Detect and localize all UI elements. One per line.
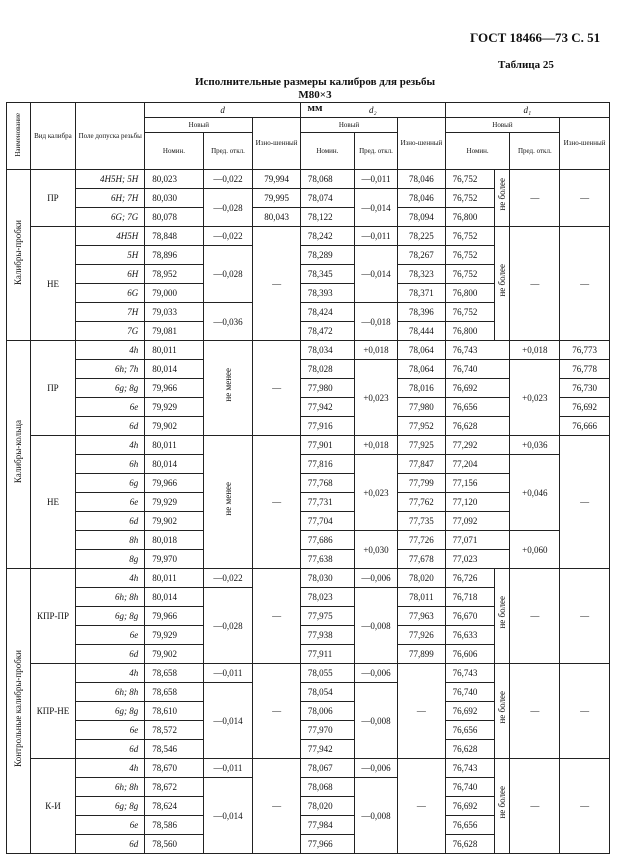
d-dev: —0,011 bbox=[203, 759, 253, 778]
field: 6G bbox=[76, 284, 145, 303]
field: 4H5H bbox=[76, 227, 145, 246]
header-d1-nom: Номин. bbox=[445, 133, 510, 170]
d-nom: 79,929 bbox=[145, 626, 203, 645]
d1-nom: 76,628 bbox=[445, 740, 495, 759]
d-dev: —0,028 bbox=[203, 588, 253, 664]
d-nom: 78,670 bbox=[145, 759, 203, 778]
d-nom: 79,970 bbox=[145, 550, 203, 569]
d1-dev: +0,036 bbox=[510, 436, 560, 455]
kind-kpr-ne: КПР-НЕ bbox=[30, 664, 75, 759]
d-ne-menee: не менее bbox=[203, 436, 253, 569]
d2-worn: 78,371 bbox=[398, 284, 446, 303]
kind-ne-ring: НЕ bbox=[30, 436, 75, 569]
d-nom: 80,014 bbox=[145, 588, 203, 607]
d1-dev: — bbox=[510, 170, 560, 227]
d1-dev: — bbox=[510, 227, 560, 341]
d2-dev: —0,018 bbox=[354, 303, 397, 341]
d-nom: 79,000 bbox=[145, 284, 203, 303]
d2-nom: 78,020 bbox=[300, 797, 354, 816]
d2-dev: —0,008 bbox=[354, 588, 397, 664]
d2-dev: +0,023 bbox=[354, 455, 397, 531]
d-nom: 78,952 bbox=[145, 265, 203, 284]
d2-nom: 78,028 bbox=[300, 360, 354, 379]
table-row bbox=[7, 170, 610, 189]
d1-nom: 76,743 bbox=[445, 759, 495, 778]
d2-nom: 77,768 bbox=[300, 474, 354, 493]
d-dev: —0,022 bbox=[203, 170, 253, 189]
d-dev: —0,028 bbox=[203, 189, 253, 227]
d-worn: — bbox=[253, 759, 301, 854]
d2-nom: 77,704 bbox=[300, 512, 354, 531]
d-dev: —0,022 bbox=[203, 227, 253, 246]
d-nom: 78,658 bbox=[145, 683, 203, 702]
field: 6g bbox=[76, 474, 145, 493]
d-nom: 78,672 bbox=[145, 778, 203, 797]
d2-worn: 78,046 bbox=[398, 189, 446, 208]
d1-nom: 76,633 bbox=[445, 626, 495, 645]
table-row bbox=[7, 227, 610, 246]
d1-ne-bolee: не более bbox=[495, 569, 510, 664]
d1-worn: 76,692 bbox=[560, 398, 610, 417]
field: 6g; 8g bbox=[76, 379, 145, 398]
d2-nom: 77,686 bbox=[300, 531, 354, 550]
field: 6h; 8h bbox=[76, 588, 145, 607]
d-nom: 79,902 bbox=[145, 512, 203, 531]
d1-nom: 76,656 bbox=[445, 398, 510, 417]
table-title-units: мм bbox=[307, 102, 323, 114]
header-d-worn: Изно-шенный bbox=[253, 118, 301, 170]
field: 6e bbox=[76, 493, 145, 512]
header-d1-new: Новый bbox=[445, 118, 560, 133]
field: 6e bbox=[76, 626, 145, 645]
d2-nom: 78,472 bbox=[300, 322, 354, 341]
d-worn: — bbox=[253, 569, 301, 664]
d1-nom: 77,292 bbox=[445, 436, 510, 455]
header-name: Наименование bbox=[7, 103, 31, 170]
d-nom: 79,929 bbox=[145, 398, 203, 417]
d-nom: 80,014 bbox=[145, 360, 203, 379]
d1-nom: 76,740 bbox=[445, 778, 495, 797]
field: 6d bbox=[76, 740, 145, 759]
d1-worn: — bbox=[560, 170, 610, 227]
standard-designation: ГОСТ 18466—73 С. 51 bbox=[470, 30, 601, 45]
field: 6e bbox=[76, 816, 145, 835]
d1-worn: 76,666 bbox=[560, 417, 610, 436]
d2-nom: 78,393 bbox=[300, 284, 354, 303]
d1-nom: 76,752 bbox=[445, 170, 495, 189]
d-dev: —0,028 bbox=[203, 246, 253, 303]
d2-nom: 78,054 bbox=[300, 683, 354, 702]
d2-nom: 77,916 bbox=[300, 417, 354, 436]
group-plug-gauges: Калибры-пробки bbox=[7, 170, 31, 341]
d-nom: 80,011 bbox=[145, 341, 203, 360]
d-nom: 79,929 bbox=[145, 493, 203, 512]
d1-nom: 77,092 bbox=[445, 512, 510, 531]
field: 7H bbox=[76, 303, 145, 322]
d1-nom: 76,656 bbox=[445, 816, 495, 835]
d1-nom: 76,752 bbox=[445, 265, 495, 284]
d2-worn: 78,225 bbox=[398, 227, 446, 246]
d2-nom: 78,122 bbox=[300, 208, 354, 227]
d-dev: —0,011 bbox=[203, 664, 253, 683]
field: 6G; 7G bbox=[76, 208, 145, 227]
d1-worn: — bbox=[560, 227, 610, 341]
d2-worn: 77,847 bbox=[398, 455, 446, 474]
field: 8g bbox=[76, 550, 145, 569]
field: 6h; 8h bbox=[76, 778, 145, 797]
d1-nom: 76,743 bbox=[445, 341, 510, 360]
field: 6h; 8h bbox=[76, 683, 145, 702]
d2-dev: +0,018 bbox=[354, 436, 397, 455]
d-nom: 79,033 bbox=[145, 303, 203, 322]
group-control-plug-gauges: Контрольные калибры-пробки bbox=[7, 569, 31, 854]
d1-nom: 77,156 bbox=[445, 474, 510, 493]
d1-nom: 76,670 bbox=[445, 607, 495, 626]
header-d2: d₂ bbox=[300, 103, 445, 118]
d-nom: 78,610 bbox=[145, 702, 203, 721]
d-nom: 78,896 bbox=[145, 246, 203, 265]
d2-nom: 78,068 bbox=[300, 778, 354, 797]
d2-dev: +0,023 bbox=[354, 360, 397, 436]
header-d: d bbox=[145, 103, 301, 118]
d1-nom: 76,743 bbox=[445, 664, 495, 683]
d1-nom: 76,740 bbox=[445, 360, 510, 379]
field: 6d bbox=[76, 512, 145, 531]
field: 6g; 8g bbox=[76, 607, 145, 626]
table-row bbox=[7, 759, 610, 778]
d1-nom: 76,740 bbox=[445, 683, 495, 702]
d2-nom: 77,911 bbox=[300, 645, 354, 664]
d2-nom: 77,638 bbox=[300, 550, 354, 569]
d2-worn: 78,396 bbox=[398, 303, 446, 322]
field: 6H; 7H bbox=[76, 189, 145, 208]
d2-worn: 77,726 bbox=[398, 531, 446, 550]
d2-worn: 77,799 bbox=[398, 474, 446, 493]
group-ring-gauges: Калибры-кольца bbox=[7, 341, 31, 569]
d-dev: —0,022 bbox=[203, 569, 253, 588]
d2-worn: — bbox=[398, 759, 446, 854]
d2-nom: 78,034 bbox=[300, 341, 354, 360]
d-nom: 79,081 bbox=[145, 322, 203, 341]
field: 6H bbox=[76, 265, 145, 284]
d2-dev: —0,014 bbox=[354, 189, 397, 227]
table-row bbox=[7, 455, 610, 474]
field: 4h bbox=[76, 341, 145, 360]
d2-dev: +0,018 bbox=[354, 341, 397, 360]
d1-nom: 76,692 bbox=[445, 702, 495, 721]
d2-dev: —0,006 bbox=[354, 569, 397, 588]
header-d1: d₁ bbox=[445, 103, 609, 118]
header-d1-dev: Пред. откл. bbox=[510, 133, 560, 170]
d2-worn: 78,323 bbox=[398, 265, 446, 284]
d-nom: 79,966 bbox=[145, 607, 203, 626]
d1-nom: 76,628 bbox=[445, 835, 495, 854]
d2-worn: — bbox=[398, 664, 446, 759]
table-row bbox=[7, 341, 610, 360]
d2-worn: 77,925 bbox=[398, 436, 446, 455]
table-row bbox=[7, 436, 610, 455]
d-nom: 79,966 bbox=[145, 474, 203, 493]
field: 6h bbox=[76, 455, 145, 474]
field: 4h bbox=[76, 759, 145, 778]
header-d-new: Новый bbox=[145, 118, 253, 133]
field: 4h bbox=[76, 569, 145, 588]
d-nom: 78,586 bbox=[145, 816, 203, 835]
kind-pr-ring: ПР bbox=[30, 341, 75, 436]
d1-dev: — bbox=[510, 664, 560, 759]
d2-worn: 77,926 bbox=[398, 626, 446, 645]
d1-dev: +0,023 bbox=[510, 360, 560, 436]
header-d2-nom: Номин. bbox=[300, 133, 354, 170]
d-worn: — bbox=[253, 341, 301, 436]
d1-dev: — bbox=[510, 569, 560, 664]
d2-nom: 78,424 bbox=[300, 303, 354, 322]
d2-nom: 77,970 bbox=[300, 721, 354, 740]
d-nom: 78,658 bbox=[145, 664, 203, 683]
d1-worn: — bbox=[560, 569, 610, 664]
d2-worn: 78,064 bbox=[398, 360, 446, 379]
d2-worn: 77,963 bbox=[398, 607, 446, 626]
d1-worn: — bbox=[560, 436, 610, 569]
d2-nom: 78,345 bbox=[300, 265, 354, 284]
d-nom: 80,018 bbox=[145, 531, 203, 550]
d1-worn: — bbox=[560, 664, 610, 759]
d1-nom: 76,718 bbox=[445, 588, 495, 607]
d-nom: 78,560 bbox=[145, 835, 203, 854]
d2-dev: —0,008 bbox=[354, 778, 397, 854]
d1-ne-bolee: не более bbox=[495, 664, 510, 759]
d-worn: 79,995 bbox=[253, 189, 301, 208]
gauge-dimensions-table bbox=[6, 102, 610, 854]
d2-nom: 78,289 bbox=[300, 246, 354, 265]
d-worn: — bbox=[253, 436, 301, 569]
field: 6d bbox=[76, 645, 145, 664]
d1-ne-bolee: не более bbox=[495, 170, 510, 227]
field: 6d bbox=[76, 835, 145, 854]
d2-worn: 78,444 bbox=[398, 322, 446, 341]
d2-worn: 77,735 bbox=[398, 512, 446, 531]
d1-nom: 76,692 bbox=[445, 379, 510, 398]
d2-nom: 77,942 bbox=[300, 398, 354, 417]
d2-nom: 78,068 bbox=[300, 170, 354, 189]
field: 6e bbox=[76, 721, 145, 740]
header-d2-worn: Изно-шенный bbox=[398, 118, 446, 170]
d1-dev: +0,046 bbox=[510, 455, 560, 531]
d1-nom: 76,800 bbox=[445, 284, 495, 303]
d2-nom: 78,006 bbox=[300, 702, 354, 721]
table-number: Таблица 25 bbox=[498, 59, 554, 71]
header-d2-dev: Пред. откл. bbox=[354, 133, 397, 170]
table-row bbox=[7, 531, 610, 550]
d-nom: 78,848 bbox=[145, 227, 203, 246]
d1-nom: 76,800 bbox=[445, 208, 495, 227]
d1-nom: 76,628 bbox=[445, 417, 510, 436]
field: 6d bbox=[76, 417, 145, 436]
d2-dev: +0,030 bbox=[354, 531, 397, 569]
d2-nom: 77,980 bbox=[300, 379, 354, 398]
field: 7G bbox=[76, 322, 145, 341]
d-worn: 80,043 bbox=[253, 208, 301, 227]
d2-dev: —0,006 bbox=[354, 759, 397, 778]
d-worn: — bbox=[253, 664, 301, 759]
table-row bbox=[7, 664, 610, 683]
d1-ne-bolee: не более bbox=[495, 759, 510, 854]
header-d2-new: Новый bbox=[300, 118, 397, 133]
d2-worn: 77,899 bbox=[398, 645, 446, 664]
d-nom: 79,902 bbox=[145, 417, 203, 436]
d-worn: 79,994 bbox=[253, 170, 301, 189]
d2-worn: 78,267 bbox=[398, 246, 446, 265]
d2-worn: 78,094 bbox=[398, 208, 446, 227]
d2-dev: —0,014 bbox=[354, 246, 397, 303]
d1-nom: 76,752 bbox=[445, 227, 495, 246]
d1-nom: 77,071 bbox=[445, 531, 510, 550]
d-nom: 78,572 bbox=[145, 721, 203, 740]
d2-worn: 78,020 bbox=[398, 569, 446, 588]
field: 8h bbox=[76, 531, 145, 550]
d2-nom: 78,074 bbox=[300, 189, 354, 208]
d-nom: 80,014 bbox=[145, 455, 203, 474]
d1-nom: 77,120 bbox=[445, 493, 510, 512]
d2-nom: 77,816 bbox=[300, 455, 354, 474]
d-nom: 79,902 bbox=[145, 645, 203, 664]
d2-dev: —0,006 bbox=[354, 664, 397, 683]
d-nom: 80,078 bbox=[145, 208, 203, 227]
d2-nom: 77,901 bbox=[300, 436, 354, 455]
kind-pr-plug: ПР bbox=[30, 170, 75, 227]
d2-dev: —0,011 bbox=[354, 170, 397, 189]
d2-worn: 77,952 bbox=[398, 417, 446, 436]
header-field: Поле допуска резьбы bbox=[76, 103, 145, 170]
header-kind: Вид калибра bbox=[30, 103, 75, 170]
d2-worn: 77,678 bbox=[398, 550, 446, 569]
d2-nom: 77,975 bbox=[300, 607, 354, 626]
d1-nom: 76,606 bbox=[445, 645, 495, 664]
d1-nom: 77,204 bbox=[445, 455, 510, 474]
field: 6g; 8g bbox=[76, 702, 145, 721]
d2-nom: 78,067 bbox=[300, 759, 354, 778]
d1-nom: 76,752 bbox=[445, 303, 495, 322]
d2-nom: 77,942 bbox=[300, 740, 354, 759]
field: 4h bbox=[76, 664, 145, 683]
d-dev: —0,014 bbox=[203, 778, 253, 854]
d2-worn: 78,064 bbox=[398, 341, 446, 360]
d1-nom: 76,726 bbox=[445, 569, 495, 588]
d1-nom: 76,656 bbox=[445, 721, 495, 740]
d1-nom: 77,023 bbox=[445, 550, 510, 569]
header-d1-worn: Изно-шенный bbox=[560, 118, 610, 170]
d1-nom: 76,752 bbox=[445, 189, 495, 208]
d1-dev: +0,018 bbox=[510, 341, 560, 360]
kind-k-i: К-И bbox=[30, 759, 75, 854]
d1-nom: 76,692 bbox=[445, 797, 495, 816]
field: 4H5H; 5H bbox=[76, 170, 145, 189]
d2-nom: 77,938 bbox=[300, 626, 354, 645]
d2-worn: 77,980 bbox=[398, 398, 446, 417]
field: 5H bbox=[76, 246, 145, 265]
d2-nom: 78,055 bbox=[300, 664, 354, 683]
d2-nom: 78,030 bbox=[300, 569, 354, 588]
field: 6e bbox=[76, 398, 145, 417]
d2-worn: 78,016 bbox=[398, 379, 446, 398]
d-ne-menee: не менее bbox=[203, 341, 253, 436]
d-nom: 80,023 bbox=[145, 170, 203, 189]
d2-dev: —0,011 bbox=[354, 227, 397, 246]
d-nom: 79,966 bbox=[145, 379, 203, 398]
d1-worn: 76,730 bbox=[560, 379, 610, 398]
d2-nom: 78,242 bbox=[300, 227, 354, 246]
d2-worn: 78,011 bbox=[398, 588, 446, 607]
d2-nom: 77,984 bbox=[300, 816, 354, 835]
d-nom: 80,011 bbox=[145, 436, 203, 455]
d1-worn: 76,773 bbox=[560, 341, 610, 360]
d2-nom: 77,731 bbox=[300, 493, 354, 512]
field: 6g; 8g bbox=[76, 797, 145, 816]
kind-ne-plug: НЕ bbox=[30, 227, 75, 341]
table-row bbox=[7, 569, 610, 588]
field: 6h; 7h bbox=[76, 360, 145, 379]
header-d-nom: Номин. bbox=[145, 133, 203, 170]
d1-worn: — bbox=[560, 759, 610, 854]
d-worn: — bbox=[253, 227, 301, 341]
header-d-dev: Пред. откл. bbox=[203, 133, 253, 170]
d-dev: —0,014 bbox=[203, 683, 253, 759]
d2-worn: 78,046 bbox=[398, 170, 446, 189]
table-row bbox=[7, 360, 610, 379]
d2-worn: 77,762 bbox=[398, 493, 446, 512]
d-nom: 80,030 bbox=[145, 189, 203, 208]
table-title-main: Исполнительные размеры калибров для резьбы М80×3 bbox=[194, 76, 436, 101]
d2-nom: 78,023 bbox=[300, 588, 354, 607]
d1-worn: 76,778 bbox=[560, 360, 610, 379]
d-nom: 78,624 bbox=[145, 797, 203, 816]
d1-nom: 76,752 bbox=[445, 246, 495, 265]
field: 4h bbox=[76, 436, 145, 455]
d2-nom: 77,966 bbox=[300, 835, 354, 854]
d-dev: —0,036 bbox=[203, 303, 253, 341]
d1-ne-bolee: не более bbox=[495, 227, 510, 341]
d1-nom: 76,800 bbox=[445, 322, 495, 341]
d2-dev: —0,008 bbox=[354, 683, 397, 759]
kind-kpr-pr: КПР-ПР bbox=[30, 569, 75, 664]
d-nom: 80,011 bbox=[145, 569, 203, 588]
d1-dev: — bbox=[510, 759, 560, 854]
d1-dev: +0,060 bbox=[510, 531, 560, 569]
d-nom: 78,546 bbox=[145, 740, 203, 759]
